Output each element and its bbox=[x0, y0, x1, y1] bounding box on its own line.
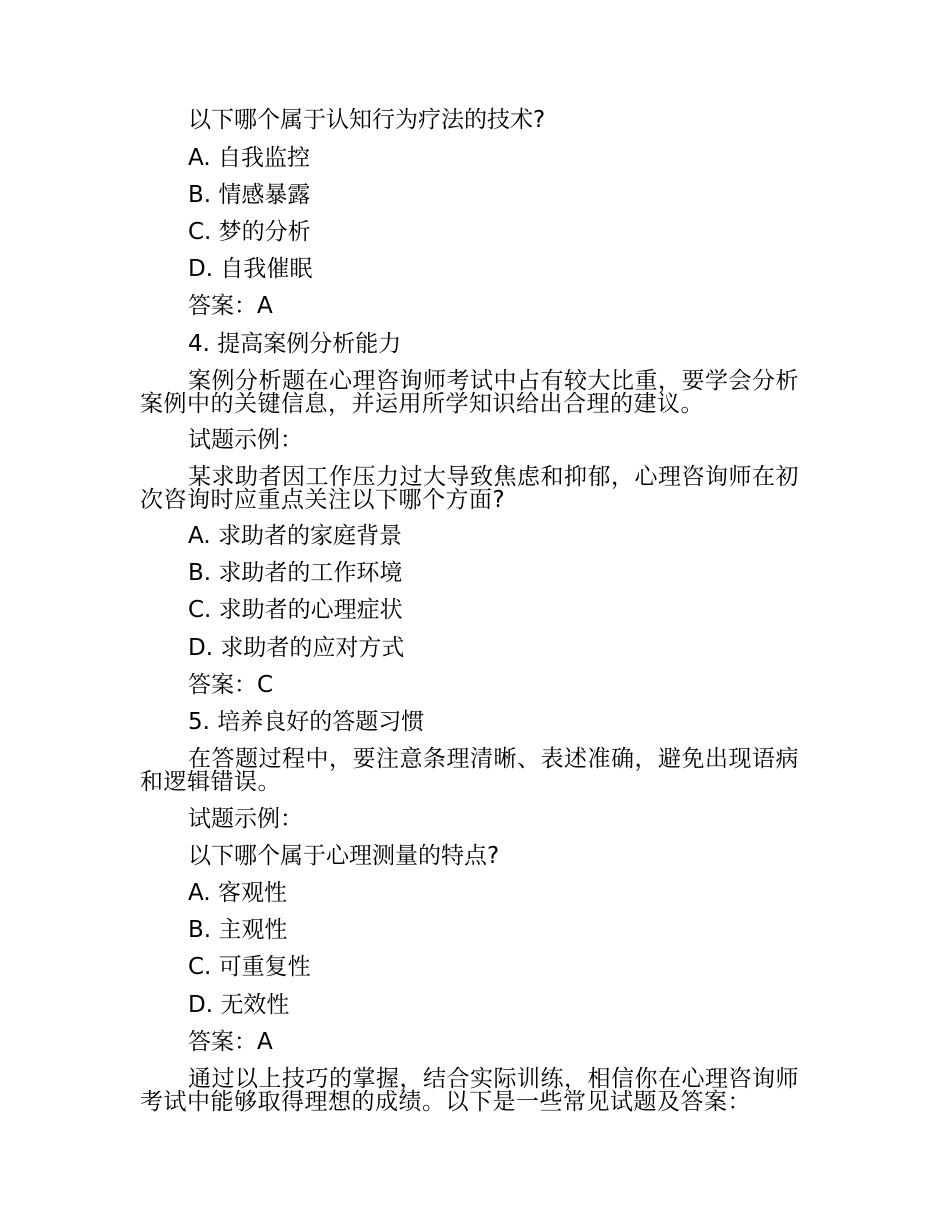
answer-line: 答案：A bbox=[188, 1029, 273, 1055]
body-paragraph: 在答题过程中，要注意条理清晰、表述准确，避免出现语病和逻辑错误。 bbox=[140, 746, 799, 795]
option-c: C. 求助者的心理症状 bbox=[188, 597, 403, 623]
option-b: B. 求助者的工作环境 bbox=[188, 560, 403, 586]
body-paragraph: 通过以上技巧的掌握，结合实际训练，相信你在心理咨询师考试中能够取得理想的成绩。以下是一些常见试题及答案： bbox=[140, 1066, 799, 1115]
example-label: 试题示例： bbox=[188, 427, 303, 453]
option-c: C. 梦的分析 bbox=[188, 219, 311, 245]
question-stem: 以下哪个属于认知行为疗法的技术? bbox=[188, 107, 546, 133]
option-b: B. 情感暴露 bbox=[188, 182, 311, 208]
section-heading: 4. 提高案例分析能力 bbox=[188, 331, 402, 357]
option-a: A. 求助者的家庭背景 bbox=[188, 523, 402, 549]
option-d: D. 自我催眠 bbox=[188, 256, 313, 282]
option-b: B. 主观性 bbox=[188, 917, 288, 943]
answer-line: 答案：C bbox=[188, 672, 274, 698]
option-d: D. 无效性 bbox=[188, 992, 290, 1018]
answer-line: 答案：A bbox=[188, 293, 273, 319]
option-a: A. 客观性 bbox=[188, 880, 287, 906]
section-heading: 5. 培养良好的答题习惯 bbox=[188, 709, 425, 735]
option-c: C. 可重复性 bbox=[188, 954, 311, 980]
option-d: D. 求助者的应对方式 bbox=[188, 635, 405, 661]
question-stem: 以下哪个属于心理测量的特点? bbox=[188, 843, 500, 869]
question-stem: 某求助者因工作压力过大导致焦虑和抑郁，心理咨询师在初次咨询时应重点关注以下哪个方面? bbox=[140, 464, 799, 513]
body-paragraph: 案例分析题在心理咨询师考试中占有较大比重，要学会分析案例中的关键信息，并运用所学知识给出合理的建议。 bbox=[140, 368, 799, 417]
example-label: 试题示例： bbox=[188, 806, 303, 832]
option-a: A. 自我监控 bbox=[188, 145, 310, 171]
